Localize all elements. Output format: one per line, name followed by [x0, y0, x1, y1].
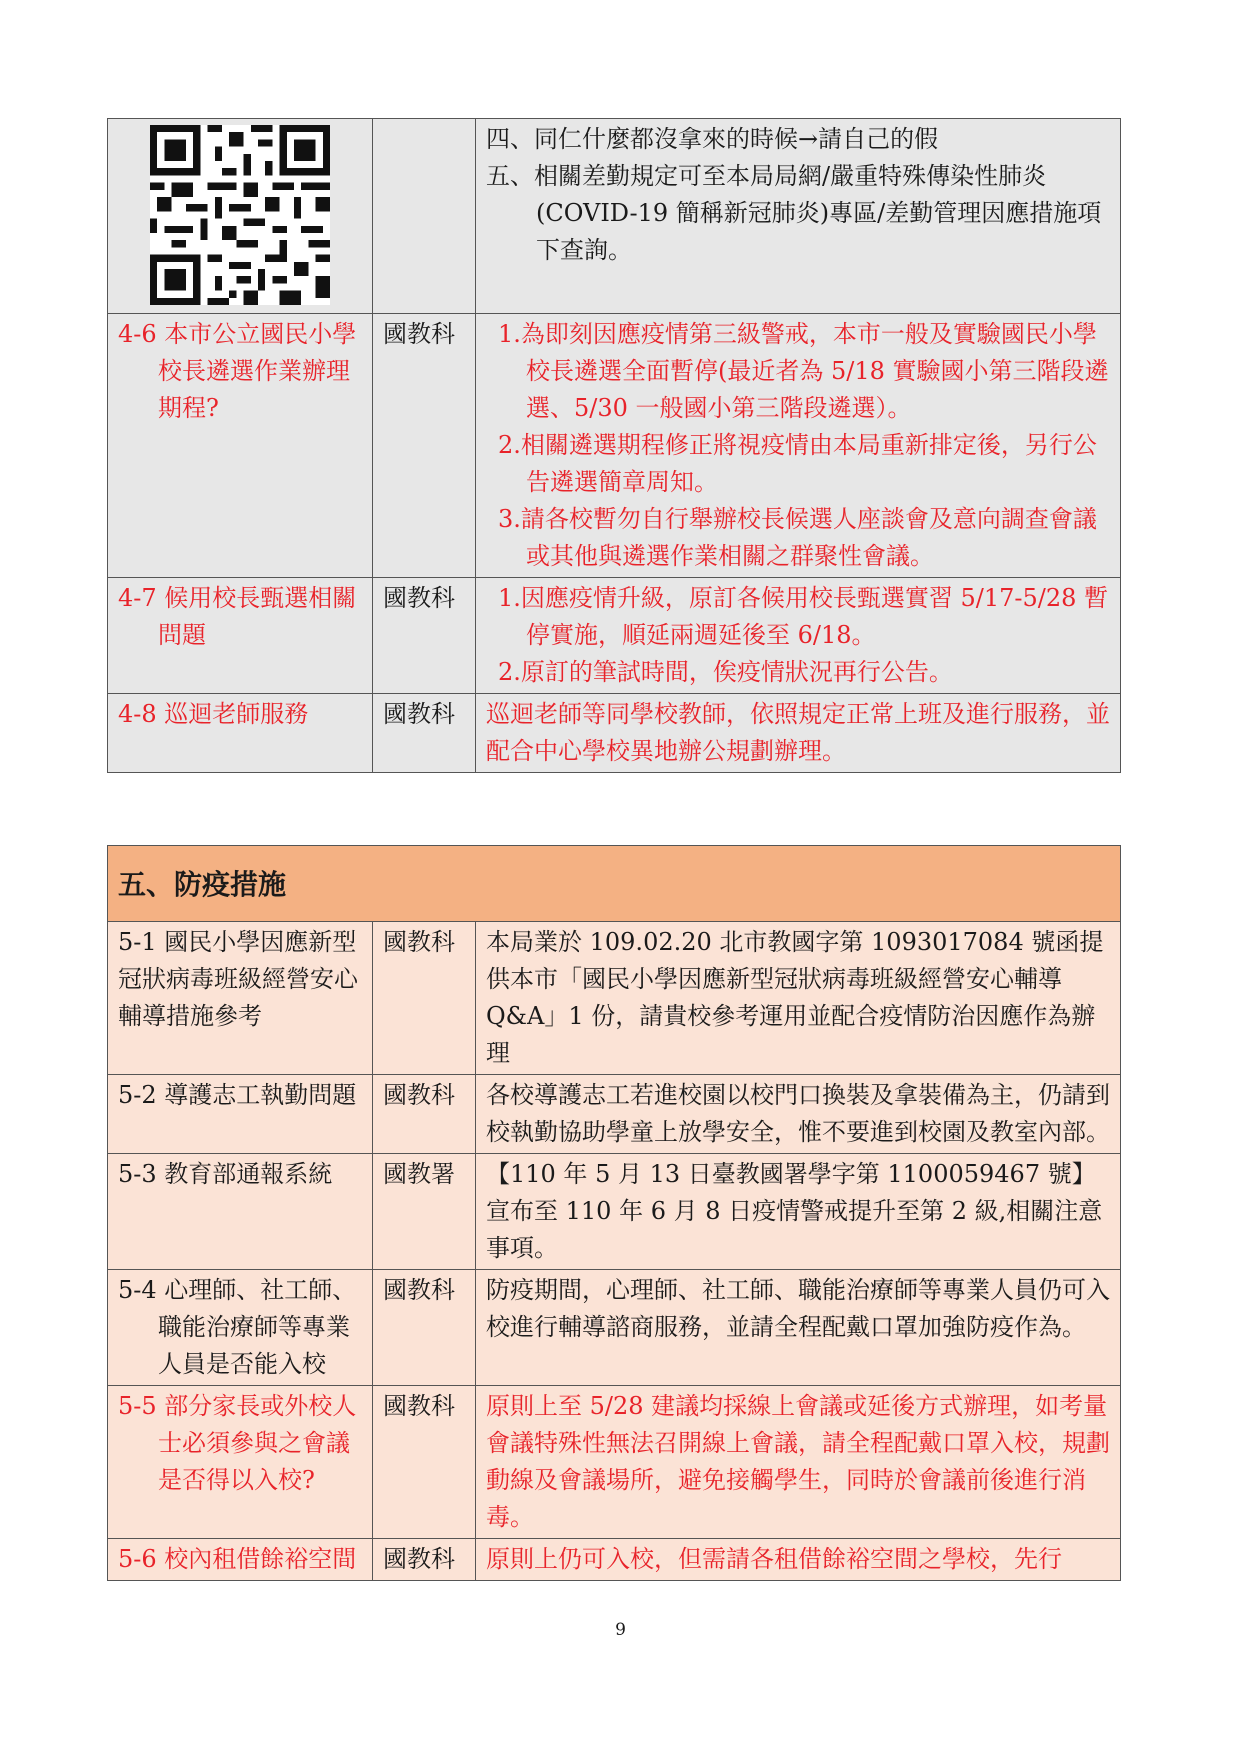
topic-cell: 5-6 校內租借餘裕空間	[108, 1539, 373, 1581]
table-row	[108, 119, 1121, 314]
table-row	[108, 314, 1121, 578]
content-cell	[476, 314, 1121, 578]
note-line: 四、同仁什麼都沒拿來的時候→請自己的假	[486, 125, 939, 153]
unit-cell: 國教科	[373, 1075, 476, 1154]
list-item: 3.請各校暫勿自行舉辦校長候選人座談會及意向調查會議或其他與遴選作業相關之群聚性會議。	[498, 505, 1097, 570]
topic-cell	[108, 694, 373, 773]
section-title: 五、防疫措施	[108, 846, 1121, 922]
table-row	[108, 922, 1121, 1075]
topic-text: 5-4 心理師、社工師、職能治療師等專業人員是否能入校	[118, 1276, 357, 1378]
unit-cell: 國教署	[373, 1154, 476, 1270]
content-cell	[476, 578, 1121, 694]
unit-cell-empty	[373, 119, 476, 314]
unit-cell: 國教科	[373, 1386, 476, 1539]
content-cell: 【110 年 5 月 13 日臺教國署學字第 1100059467 號】宣布至 110 年 6 月 8 日疫情警戒提升至第 2 級,相關注意事項。	[476, 1154, 1121, 1270]
topic-text: 4-6 本市公立國民小學校長遴選作業辦理期程?	[118, 320, 357, 422]
table-row	[108, 1539, 1121, 1581]
page-number: 9	[615, 1620, 626, 1640]
table-row	[108, 1075, 1121, 1154]
unit-cell: 國教科	[373, 314, 476, 578]
list-item: 1.為即刻因應疫情第三級警戒，本市一般及實驗國民小學校長遴選全面暫停(最近者為 5/18 實驗國小第三階段遴選、5/30 一般國小第三階段遴選）。	[498, 320, 1109, 422]
topic-text: 4-8 巡迴老師服務	[118, 700, 309, 728]
unit-cell: 國教科	[373, 1270, 476, 1386]
topic-cell: 5-3 教育部通報系統	[108, 1154, 373, 1270]
content-cell	[476, 119, 1121, 314]
section-header-row	[108, 846, 1121, 922]
list-item: 2.相關遴選期程修正將視疫情由本局重新排定後，另行公告遴選簡章周知。	[498, 431, 1097, 496]
unit-cell: 國教科	[373, 578, 476, 694]
table-row	[108, 578, 1121, 694]
list-item: 1.因應疫情升級，原訂各候用校長甄選實習 5/17-5/28 暫停實施，順延兩週延後至 6/18。	[498, 584, 1109, 649]
content-cell: 各校導護志工若進校園以校門口換裝及拿裝備為主，仍請到校執勤協助學童上放學安全，惟不要進到校園及教室內部。	[476, 1075, 1121, 1154]
unit-cell: 國教科	[373, 1539, 476, 1581]
content-cell	[476, 694, 1121, 773]
topic-text: 5-5 部分家長或外校人士必須參與之會議是否得以入校?	[118, 1392, 357, 1494]
unit-cell: 國教科	[373, 694, 476, 773]
content-cell: 原則上仍可入校，但需請各租借餘裕空間之學校，先行	[476, 1539, 1121, 1581]
qr-cell	[108, 119, 373, 314]
topic-cell	[108, 1386, 373, 1539]
topic-text: 4-7 候用校長甄選相關問題	[118, 584, 357, 649]
content-cell: 原則上至 5/28 建議均採線上會議或延後方式辦理，如考量會議特殊性無法召開線上會議，請全程配戴口罩入校，規劃動線及會議場所，避免接觸學生，同時於會議前後進行消毒。	[476, 1386, 1121, 1539]
table-row	[108, 1154, 1121, 1270]
list-item: 巡迴老師等同學校教師，依照規定正常上班及進行服務，並配合中心學校異地辦公規劃辦理。	[486, 700, 1110, 765]
qr-code-icon	[150, 125, 330, 305]
table-row	[108, 1386, 1121, 1539]
note-line: 五、相關差勤規定可至本局局網/嚴重特殊傳染性肺炎(COVID-19 簡稱新冠肺炎)專區/差勤管理因應措施項下查詢。	[486, 162, 1102, 264]
topic-cell: 5-2 導護志工執勤問題	[108, 1075, 373, 1154]
table-row	[108, 694, 1121, 773]
topic-cell	[108, 578, 373, 694]
content-cell: 防疫期間，心理師、社工師、職能治療師等專業人員仍可入校進行輔導諮商服務，並請全程配戴口罩加強防疫作為。	[476, 1270, 1121, 1386]
prevention-table	[107, 845, 1121, 1581]
list-item: 2.原訂的筆試時間，俟疫情狀況再行公告。	[498, 658, 953, 686]
unit-cell: 國教科	[373, 922, 476, 1075]
topic-cell	[108, 314, 373, 578]
table-continued	[107, 118, 1121, 773]
topic-cell: 5-1 國民小學因應新型冠狀病毒班級經營安心輔導措施參考	[108, 922, 373, 1075]
table-row	[108, 1270, 1121, 1386]
topic-cell	[108, 1270, 373, 1386]
content-cell: 本局業於 109.02.20 北市教國字第 1093017084 號函提供本市「國民小學因應新型冠狀病毒班級經營安心輔導 Q&A」1 份，請貴校參考運用並配合疫情防治因應作為辦理	[476, 922, 1121, 1075]
